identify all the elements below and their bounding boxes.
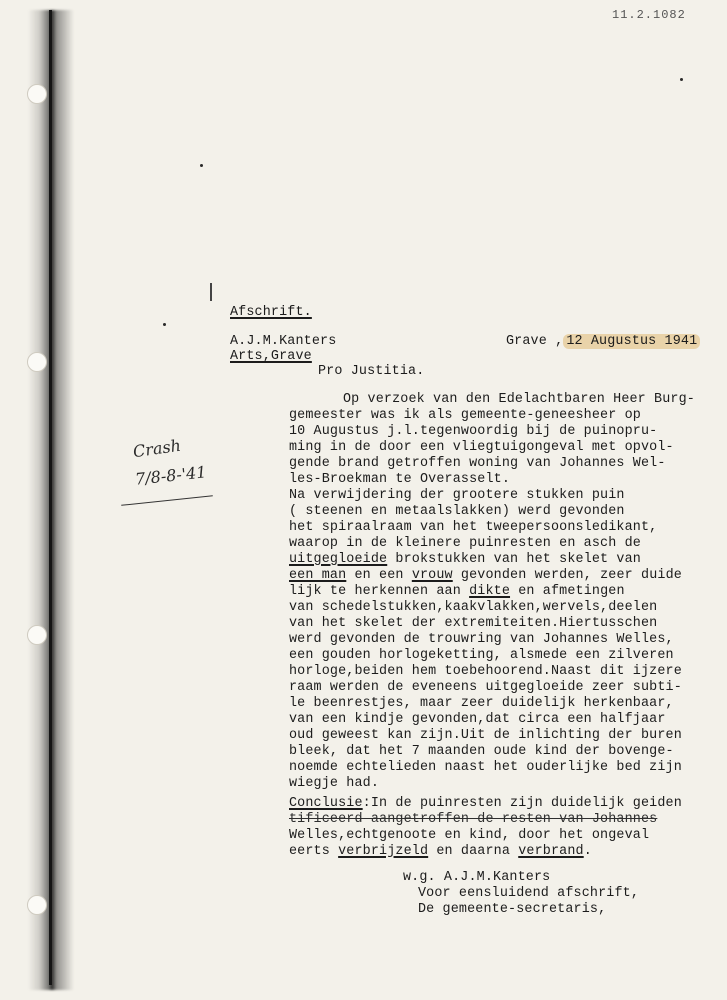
date-line xyxy=(506,333,700,350)
body-line: ming in de door een vliegtuigongeval met opvol- xyxy=(289,440,674,455)
body-line: horloge,beiden hem toebehoorend.Naast dit ijzere xyxy=(289,664,682,679)
paper-speck xyxy=(200,164,203,167)
body-line: le beenrestjes, maar zeer duidelijk herkenbaar, xyxy=(289,696,674,711)
body-line: waarop in de kleinere puinresten en asch de xyxy=(289,536,641,551)
underlined-word: een man xyxy=(289,568,347,583)
handwritten-date: 7/8-8-'41 xyxy=(134,462,208,489)
body-line: les-Broekman te Overasselt. xyxy=(289,472,511,487)
body-line: raam werden de eveneens uitgegloeide zeer subti- xyxy=(289,680,682,695)
underlined-word: uitgegloeide xyxy=(289,552,388,567)
body-line: oud geweest kan zijn.Uit de inlichting der buren xyxy=(289,728,682,743)
underlined-word: verbrand xyxy=(518,844,584,859)
body-line: uitgegloeide brokstukken van het skelet van xyxy=(289,552,641,567)
body-line: van schedelstukken,kaakvlakken,wervels,deelen xyxy=(289,600,658,615)
closing-line: De gemeente-secretaris, xyxy=(418,902,607,917)
punch-hole xyxy=(27,84,47,104)
paper-speck xyxy=(163,323,166,326)
struck-line: tificeerd aangetroffen de resten van Johannes xyxy=(289,812,658,827)
body-line: wiegje had. xyxy=(289,776,380,791)
body-line: ( steenen en metaalslakken) werd gevonden xyxy=(289,504,625,519)
signature: w.g. A.J.M.Kanters xyxy=(403,870,551,885)
closing-line: Voor eensluidend afschrift, xyxy=(418,886,640,901)
body-line: 10 Augustus j.l.tegenwoordig bij de puinopru- xyxy=(289,424,658,439)
place: Grave , xyxy=(506,334,564,349)
body-line: een gouden horlogeketting, alsmede een zilveren xyxy=(289,648,674,663)
body-line: gende brand getroffen woning van Johannes Wel- xyxy=(289,456,666,471)
body-line: lijk te herkennen aan dikte en afmetingen xyxy=(289,584,625,599)
body-line: werd gevonden de trouwring van Johannes Welles, xyxy=(289,632,674,647)
body-line: bleek, dat het 7 maanden oude kind der bovenge- xyxy=(289,744,674,759)
body-line: van een kindje gevonden,dat circa een halfjaar xyxy=(289,712,666,727)
conclusion-line: eerts verbrijzeld en daarna verbrand. xyxy=(289,844,592,859)
archive-number: 11.2.1082 xyxy=(612,8,686,22)
body-line: een man en een vrouw gevonden werden, zeer duide xyxy=(289,568,682,583)
underlined-word: vrouw xyxy=(411,568,453,583)
sender-name: A.J.M.Kanters xyxy=(230,334,337,349)
handwritten-underline xyxy=(121,495,213,506)
body-line: gemeester was ik als gemeente-geneesheer op xyxy=(289,408,641,423)
punch-hole xyxy=(27,352,47,372)
conclusion-line: Welles,echtgenoote en kind, door het ongeval xyxy=(289,828,650,843)
sender-role: Arts,Grave xyxy=(230,349,312,364)
margin-mark xyxy=(210,283,212,301)
handwritten-word: Crash xyxy=(131,435,182,462)
body-line: noemde echtelieden naast het ouderlijke bed zijn xyxy=(289,760,682,775)
binding-line xyxy=(49,10,52,985)
punch-hole xyxy=(27,625,47,645)
underlined-word: verbrijzeld xyxy=(338,844,429,859)
body-line: het spiraalraam van het tweepersoonsledikant, xyxy=(289,520,658,535)
paper-speck xyxy=(680,78,683,81)
document-title: Afschrift. xyxy=(230,305,312,320)
punch-hole xyxy=(27,895,47,915)
body-line: Op verzoek van den Edelachtbaren Heer Burg- xyxy=(343,392,695,407)
body-line: van het skelet der extremiteiten.Hiertusschen xyxy=(289,616,658,631)
date: 12 Augustus 1941 xyxy=(563,334,700,349)
underlined-word: dikte xyxy=(469,584,511,599)
conclusion-line: Conclusie:In de puinresten zijn duidelijk geiden xyxy=(289,796,682,811)
salutation: Pro Justitia. xyxy=(318,364,425,379)
conclusion-label: Conclusie xyxy=(289,796,363,811)
body-line: Na verwijdering der grootere stukken puin xyxy=(289,488,625,503)
